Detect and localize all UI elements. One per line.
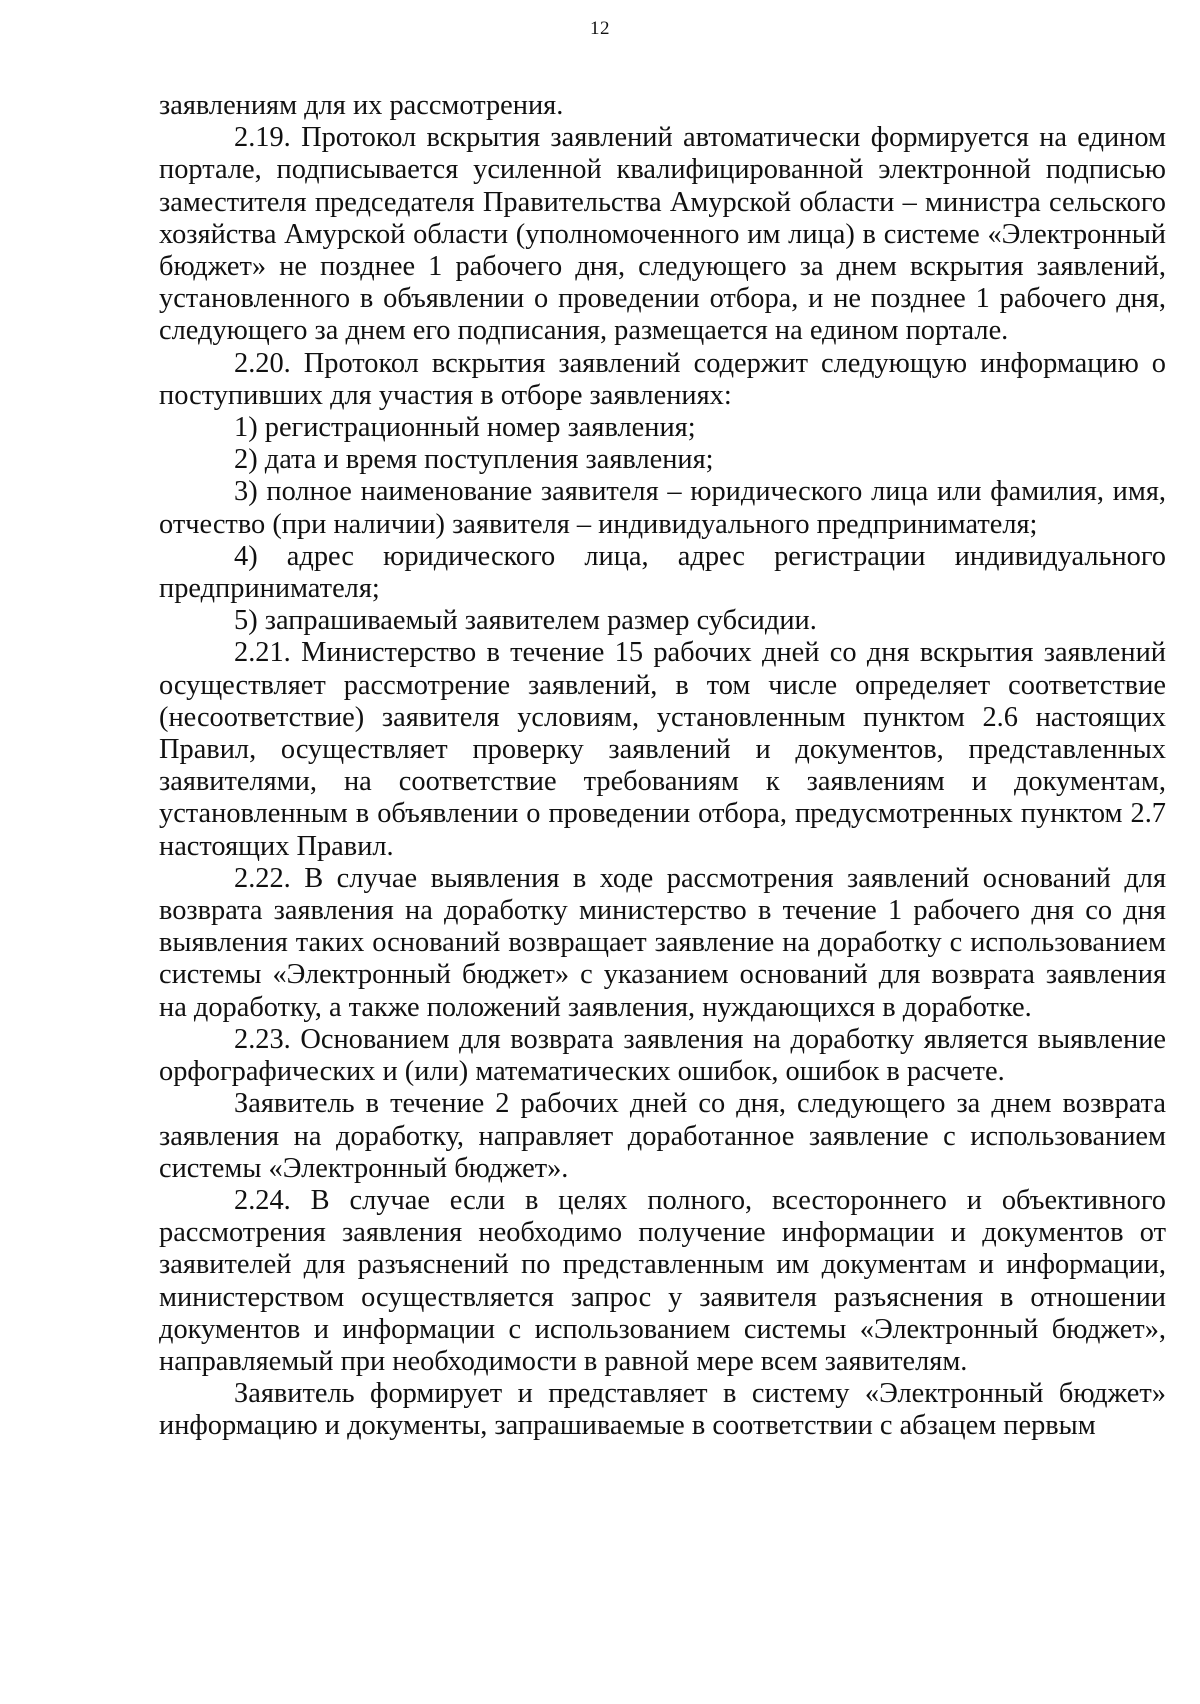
paragraph-2-24: 2.24. В случае если в целях полного, всестороннего и объективного рассмотрения заявления необходимо получение информации и документов от заявителей для разъяснений по представленным им документам и информации, министерством осуществляется запрос у заявителя разъяснения в отношении документов и информации с использованием системы «Электронный бюджет», направляемый при необходимости в равной мере всем заявителям. [159,1184,1166,1377]
list-item-4: 4) адрес юридического лица, адрес регистрации индивидуального предпринимателя; [159,540,1166,605]
list-item-2: 2) дата и время поступления заявления; [234,444,714,476]
paragraph-2-23-applicant: Заявитель в течение 2 рабочих дней со дня, следующего за днем возврата заявления на доработку, направляет доработанное заявление с использованием системы «Электронный бюджет». [159,1088,1166,1184]
list-item-3: 3) полное наименование заявителя – юридического лица или фамилия, имя, отчество (при наличии) заявителя – индивидуального предпринимателя; [159,476,1166,540]
paragraph-continuation: заявлениям для их рассмотрения. [159,90,564,121]
paragraph-2-20: 2.20. Протокол вскрытия заявлений содержит следующую информацию о поступивших для участия в отборе заявлениях: [159,347,1166,411]
list-item-1: 1) регистрационный номер заявления; [234,412,696,444]
list-item-5: 5) запрашиваемый заявителем размер субсидии. [234,605,817,637]
paragraph-2-23: 2.23. Основанием для возврата заявления на доработку является выявление орфографических и (или) математических ошибок, ошибок в расчете. [159,1023,1166,1088]
document-body [159,90,1166,1443]
paragraph-2-22: 2.22. В случае выявления в ходе рассмотрения заявлений оснований для возврата заявления на доработку министерство в течение 1 рабочего дня со дня выявления таких оснований возвращает заявление на доработку с использованием системы «Электронный бюджет» с указанием оснований для возврата заявления на доработку, а также положений заявления, нуждающихся в доработке. [159,862,1166,1023]
page-number: 12 [590,18,610,39]
paragraph-2-21: 2.21. Министерство в течение 15 рабочих дней со дня вскрытия заявлений осуществляет рассмотрение заявлений, в том числе определяет соответствие (несоответствие) заявителя условиям, установленным пунктом 2.6 настоящих Правил, осуществляет проверку заявлений и документов, представленных заявителями, на соответствие требованиям к заявлениям и документам, установленным в объявлении о проведении отбора, предусмотренных пунктом 2.7 настоящих Правил. [159,637,1166,862]
paragraph-2-24-applicant: Заявитель формирует и представляет в систему «Электронный бюджет» информацию и документы, запрашиваемые в соответствии с абзацем первым [159,1378,1166,1442]
paragraph-2-19: 2.19. Протокол вскрытия заявлений автоматически формируется на едином портале, подписывается усиленной квалифицированной электронной подписью заместителя председателя Правительства Амурской области – министра сельского хозяйства Амурской области (уполномоченного им лица) в системе «Электронный бюджет» не позднее 1 рабочего дня, следующего за днем вскрытия заявлений, установленного в объявлении о проведении отбора, и не позднее 1 рабочего дня, следующего за днем его подписания, размещается на едином портале. [159,122,1166,347]
